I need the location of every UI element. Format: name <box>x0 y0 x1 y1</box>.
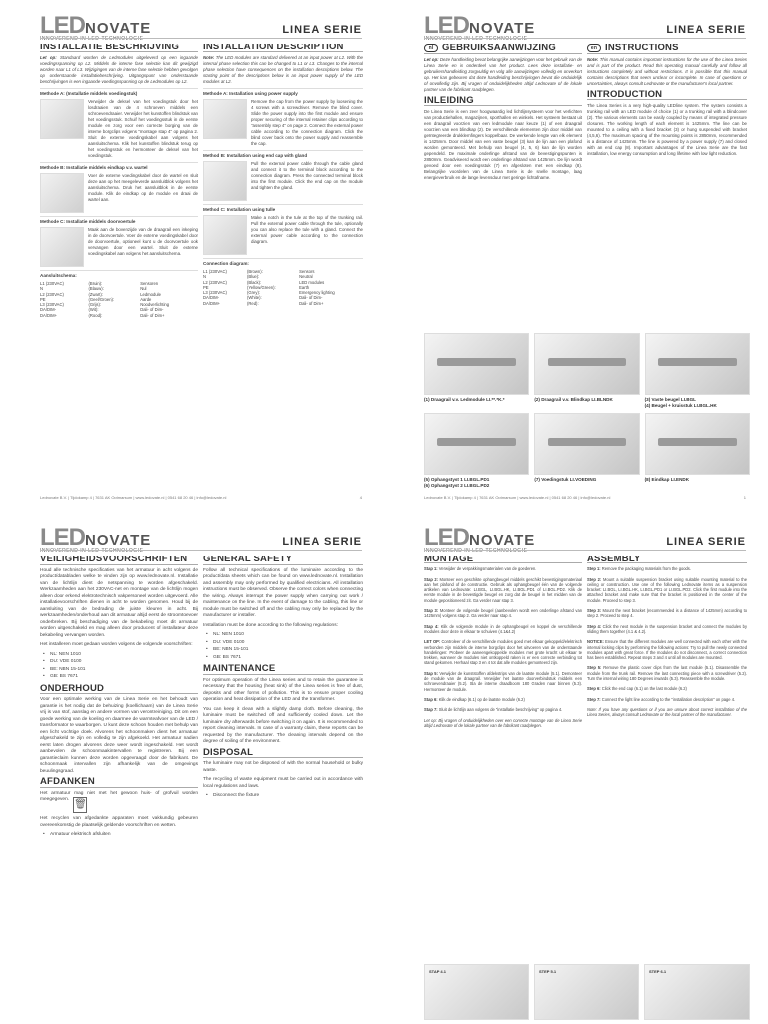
wiring-cell: (Zwart): <box>88 291 103 297</box>
en-method-title: Methode A: Installation using power supply <box>203 88 363 97</box>
en-intro-text: The Linea Series is a very high-quality LEDline system. The system consists a trunking rail with an LED module of choice (1) or a trunking rail with a blindcover (2). The various elements can be easily coupled by means of integrated pressure closures. The working length of each element is 1425mm. The line can be mounted to a ceiling with a fixed bracket (3) or hung suspended with bracket (4,5,6). The maximum spacing of the mounting points is 2850mm, recommended is a distance of 1425mm. The line is powered by a power supply (7) and closed with an end cap (8). Important advantages of the Linea Serie are the fast installation, low energy consumption and long lifetime with low light reduction. <box>587 103 747 156</box>
step-5-1-illustration: STEP 5.1 <box>534 964 639 1020</box>
en-method-text: Remove the cap from the power supply by loosening the 4 screws with a screwdriver. Remove the blind cover. Slide the power supply into the first module and ensure proper securing of the internal retainer clips according to "assembly step 4" on page 2. Connect the external power cable according to the connection diagram. Click the blind cover back onto the power supply and reassemble the cap. <box>251 99 363 146</box>
step-label: Stap 1: <box>424 566 438 572</box>
page-number: 4 <box>359 495 362 500</box>
step-text: Monteer de volgende beugel (aanbevolen wordt een onderlinge afstand van 1425mm) volgens stap 2. Ga verder naar stap 4. <box>424 608 582 619</box>
wiring-cell: (Blue): <box>246 274 260 280</box>
nl-method-text: Voer de externe voedingskabel door de wartel en sluit deze aan op het meegeleverde aansluitblok volgens het aansluitschema. Druk het aansluitblok in de eerste module. Klik de eindkap op de module en draai de wartel aan. <box>88 173 198 202</box>
en-method-image <box>203 215 247 255</box>
series-title: LINEA SERIE <box>282 536 362 548</box>
assembly-step <box>587 608 747 619</box>
series-title: LINEA SERIE <box>666 536 746 548</box>
en-intro-title: INTRODUCTION <box>587 92 747 100</box>
step-label: Stap 6: <box>424 696 438 702</box>
wiring-cell: (Grijs): <box>88 302 102 308</box>
nl-safety-column <box>40 556 198 840</box>
en-maintenance-text: For optimum operation of the Linea series and to retain the guarantee is necessary that the housing (heat sink) of the Linea series is free of dust, deposits and other forms of pollution. This is to ensure proper cooling operation and heat dissipation of the LED and the transformer. <box>203 677 363 702</box>
nl-assembly-title: MONTAGE <box>424 556 582 563</box>
nl-note: Let op: Deze handleiding bevat belangrijke aanwijzingen voor het gebruik van de Linea Serie en is onderdeel van het product. Lees deze installatie- en gebruikershandleiding zorgvuldig en volg alle aanwijzingen volledig en onverkort op. Het kan gebeuren dat deze handleiding beschrijvingen bevat die onduidelijk of onvolledig zijn. Bij vragen of onduidelijkheden altijd Lednovate of de lokale partner van de fabrikant raadplegen. <box>424 57 582 92</box>
wiring-cell: Noodverlichting <box>140 302 170 308</box>
language-badge-nl: nl <box>424 44 438 52</box>
step-label: Stap 7: <box>424 707 438 713</box>
step-text: Connect the light line according to the "installation description" on page 4. <box>601 696 736 702</box>
regulation-item: • NL: NEN 1010 <box>213 632 363 639</box>
step-6-1-illustration: STEP 6.1 <box>644 964 750 1020</box>
wiring-cell: DA/DIM- <box>40 307 57 313</box>
step-4-1-illustration: STAP 4.1 <box>424 964 529 1020</box>
step-label: Step 5: <box>587 665 602 671</box>
en-method-row <box>203 215 363 255</box>
product-photos-row-2 <box>424 413 750 488</box>
brand-logo: LEDNOVATE INNOVEREND IN LED-TECHNOLOGIE <box>40 12 152 42</box>
step-text: Click the next module in the suspension bracket and connect the modules by sliding them together (4.1 & 4.2). <box>587 623 747 634</box>
nl-method-title: Methode B: Installatie middels eindkap v.v. wartel <box>40 162 198 171</box>
en-installation-column <box>203 44 363 306</box>
wiring-cell: (Yellow/Green): <box>246 284 276 290</box>
nl-method-title: Methode C: Installatie middels doorvoertule <box>40 216 198 225</box>
en-method-title: Method C: Installation using tulle <box>203 204 363 213</box>
brand-logo: LEDNOVATE INNOVEREND IN LED-TECHNOLOGIE <box>424 12 536 42</box>
product-caption: (7) Voedingstuk LI.VOEDING <box>534 477 597 482</box>
series-title: LINEA SERIE <box>282 24 362 36</box>
en-note: Note: This manual contains important instructions for the use of the Linea Series and is part of the product. Read this operating manual carefully and follow all instructions completely and without restrictions. It is possible that this manual contains descriptions that seem unclear or incomplete. In case of questions or uncertainties, always consult Lednovate or the manufacturer's local partner. <box>587 57 747 86</box>
en-method-text: Pull the external power cable through the cable gland and connect it to the terminal block according to the connection diagram. Press the connected terminal block into the first module. Click the end cap on the module and tighten the gland. <box>251 161 363 190</box>
en-method-row <box>203 161 363 201</box>
page-footer: Lednovate B.V. | Tijdokamp 4 | 7631 AK Ootmarsum | www.ledovate.nl | 0541 68 20 46 | info@ledovate.nl 4 <box>40 495 362 500</box>
wiring-cell: L3 (230VAC) <box>40 302 64 308</box>
nl-safety-title: VEILIGHEIDSVOORSCHRIFTEN <box>40 556 198 565</box>
en-section-title: en INSTRUCTIONS <box>587 44 747 54</box>
step-label: NOTICE: <box>587 639 604 645</box>
wiring-cell: L2 (230VAC) <box>40 291 64 297</box>
nl-method-image <box>40 227 84 267</box>
assembly-step <box>424 639 582 665</box>
product-image <box>424 333 529 395</box>
wiring-cell: Neutral <box>299 274 313 280</box>
en-disposal-text-2: The recycling of waste equipment must be carried out in accordance with local regulations and laws. <box>203 777 363 789</box>
product-image <box>534 413 639 475</box>
wiring-cell: Emergency lighting <box>299 290 335 296</box>
en-regulations-intro: Installation must be done according to the following regulations: <box>203 622 338 628</box>
manual-page-installation <box>0 0 384 512</box>
en-assembly-column <box>587 556 747 936</box>
wiring-cell: L2 (230VAC) <box>203 279 227 285</box>
step-text: Verwijder de kunststoffen afdekstrips van de laatste module (5.1). Demonteer de module van de draagrail. Verwijder het laatste doorverbindstuk middels een schroevendraaier (5.2). Sla de interne draadboom 180 Graden naar binnen (5.3). Hermonteer de module. <box>424 670 582 692</box>
manual-page-assembly <box>384 512 768 1024</box>
wiring-cell: DA/DIM+ <box>203 300 221 306</box>
nl-method-row <box>40 99 198 159</box>
page-number: 1 <box>743 495 746 500</box>
wiring-cell: (Rood): <box>88 312 103 318</box>
product-caption: (3) Vaste beugel LI.BGL (4) Beugel + kruisstuk LI.BGL.HK <box>644 397 717 408</box>
nl-assembly-column <box>424 556 582 936</box>
wiring-cell: Dali- of Dim+ <box>140 312 165 318</box>
nl-safety-text: Houd alle technische specificaties van het armatuur in acht volgens de product/databladen welke te vinden zijn op www.lednovate.nl. Installatie van de lichtlijn dient de netspanning te worden afgeschakeld. Werkzaamheden aan het 230VAC-net en montage van de lichtlijn mogen alleen door erkend elektrotechnisch vakpersoneel worden uitgevoerd. Alle installatievoorschriften dienen in acht te worden genomen. Houd bij de aansluiting van de bedrading de juiste kleuren in acht. Bij werkzaamheden/onderhoud aan dit armatuur altijd eerst de stroomtoevoer onderbreken. Bij beschadiging van de bekabeling moet dit armatuur worden uitgeschakeld en mag alleen door producent of installateur deze bekabeling vervangen worden. <box>40 567 198 638</box>
regulation-item: • DU: VDE 0100 <box>213 640 363 647</box>
en-method-row <box>203 99 363 147</box>
nl-method-image <box>40 173 84 213</box>
nl-method-image <box>40 99 84 139</box>
regulation-item: • GB: BS 7671 <box>50 674 198 681</box>
assembly-step <box>424 707 582 712</box>
en-intro: Note: The LED modules are standard delivered at an input power at L2. With the internal phase selection this can be changed to L1 or L3. Changes to the internal phase selection have consequences on the installation descriptions below. The starting point of the descriptions below is an input power supply of the LED modules at L2. <box>203 55 363 84</box>
en-safety-title: GENERAL SAFETY <box>203 556 363 565</box>
assembly-step <box>424 577 582 603</box>
wiring-cell: L1 (230VAC) <box>203 269 227 274</box>
en-assembly-title: ASSEMBLY <box>587 556 747 563</box>
product-photo <box>534 333 639 408</box>
wiring-cell: (Grey): <box>246 290 260 296</box>
regulation-item: • BE: NBN 15-101 <box>50 667 198 674</box>
wiring-cell: (Brown): <box>246 269 263 274</box>
step-label: Stap 3: <box>424 608 439 614</box>
nl-intro: Let op: Standaard worden de Ledmodules uitgeleverd op een ingaande voedingsspanning op L2. Middels de interne fase selectie kan dit gewijzigd worden naar L1 of L3. Wijzigingen van de interne fase selectie hebben gevolgen op onderstaande installatiebeschrijving. Uitgangspunt van onderstaande beschrijvingen is een ingaande voedingsspanning op de Ledmodules op L2. <box>40 55 198 84</box>
manual-page-safety <box>0 512 384 1024</box>
nl-regulations-intro: Het installeren moet gedaan worden volgens de volgende voorschriften: <box>40 642 193 647</box>
wiring-cell: (Geel/Groen): <box>88 296 115 302</box>
wiring-cell: Sensoren <box>140 281 159 286</box>
en-safety-text: Follow all technical specifications of the luminaire according to the product/data sheets which can be found on www.lednovate.nl. Installation and assembly may only performed by qualified electricians. All installation instructions must be observed. Observe the correct colors when connecting the wiring. Always interrupt the power supply when carrying out work / maintenance on the line. In the event of damage to the cabling, this line or module must be switched off and the cabling may only be replaced by the manufacturer or installer. <box>203 567 363 618</box>
nl-disposal-text: Het armatuur mag niet met het gewoon huis- of grofvuil worden meegegeven. 🗑 <box>40 791 198 814</box>
waste-bin-icon: 🗑 <box>73 797 87 813</box>
nl-disposal-text-2: Het recyclen van afgedankte apparaten moet vakkundig gebeuren overeenkomstig de plaatselijk geldende voorschriften en wetten. <box>40 816 198 828</box>
step-text: Klik de eindkap (6.1) op de laatste module (6.2) <box>438 696 525 702</box>
nl-regulations-list <box>40 652 198 681</box>
wiring-cell: LED modules <box>299 279 325 285</box>
language-badge-en: en <box>587 44 601 52</box>
en-method-text: Make a notch in the tule at the top of the trunking rail. Pull the external power cable through the tule, optionally you can also replace the tule with a gland. Connect the external power cable according to the connection diagram. <box>251 215 363 244</box>
step-label: Stap 2: <box>424 576 438 582</box>
product-image <box>645 413 750 475</box>
en-regulations-list <box>203 632 363 661</box>
step-text: Click the end cap (6.1) on the last module (6.2) <box>601 686 687 692</box>
wiring-cell: PE <box>40 296 46 302</box>
nl-method-text: Verwijder de deksel van het voedingstuk door het losdraaien van de 4 schroeven middels een schroevendraaier. Verwijder het kunstoffen blindstuk van het voedingsstuk. Schuif het voedingsstuk in de eerste module en zorg voor een correcte borging van de interne borgclips volgens "montage stap 4" op pagina 2. Sluit de externe voedingskabel aan volgens het aansluitschema. Klik het kunstoffen blindstuk terug op het voedingsstuk en hermonteer de deksel van het voedingstuk. <box>88 99 198 158</box>
en-disposal-text: The luminaire may not be disposed of with the normal household or bulky waste. <box>203 761 363 773</box>
nl-installation-column <box>40 44 198 318</box>
series-title: LINEA SERIE <box>666 24 746 36</box>
product-photos-row-1 <box>424 333 750 408</box>
product-photo <box>645 413 750 488</box>
product-photo <box>424 333 529 408</box>
step-text: Remove the plastic cover clips from the last module (5.1). Disassemble the module from the trunk rail. Remove the last connecting piece with a screwdriver (5.2). Turn the internal wiring 180 Degrees inwards (5.3). Reassemble the module. <box>587 665 747 682</box>
nl-method-row <box>40 227 198 267</box>
assembly-step <box>587 686 747 691</box>
assembly-step <box>587 697 747 702</box>
nl-disposal-item: • Armatuur elektrisch afsluiten <box>50 832 198 839</box>
step-text: Controleer of de verschillende modules goed met elkaar gekoppeld/elektrisch verbonden zijn middels de interne borgclips door het uitvoeren van de onderstaande handelingen: Probeer de aaneengekoppelde modules met grote kracht uit elkaar te trekken, wanneer de modules niet ontkoppeld raken is er een correcte verbinding tot stand gekomen. Herhaal stap 3 en 4 tot dat alle modules gemonteerd zijn. <box>424 639 582 666</box>
step-text: Klik de volgende module in de ophangbeugel en koppel de verschillende modules door deze in elkaar te schuiven (4.1&4.2) <box>424 623 582 634</box>
wiring-cell: (Bruin): <box>88 281 103 286</box>
wiring-cell: (Blauw): <box>88 286 104 292</box>
wiring-cell: L1 (230VAC) <box>40 281 64 286</box>
en-assembly-note: Note: If you have any questions or if you are unsure about correct installation of the Linea Series, always consult Lednovate or the local partner of the manufacturer. <box>587 706 747 718</box>
en-maintenance-title: MAINTENANCE <box>203 666 363 675</box>
wiring-cell: L3 (230VAC) <box>203 290 227 296</box>
regulation-item: • BE: NBN 15-101 <box>213 647 363 654</box>
assembly-step <box>424 566 582 571</box>
nl-wiring-title: Aansluitschema: <box>40 270 198 279</box>
regulation-item: • GB: BS 7671 <box>213 655 363 662</box>
wiring-cell: N <box>203 274 207 280</box>
en-wiring-table <box>203 269 363 306</box>
wiring-cell: Dali- of Dim- <box>299 295 323 301</box>
nl-disposal-title: AFDANKEN <box>40 779 198 788</box>
assembly-step <box>587 566 747 571</box>
en-method-image <box>203 99 247 139</box>
step-label: Step 6: <box>587 686 601 692</box>
en-method-title: Method B: Installation using end cap with gland <box>203 150 363 159</box>
product-caption: (8) Eindkap LI.ENDK <box>644 477 690 482</box>
product-image <box>645 333 750 395</box>
assembly-step <box>587 639 747 660</box>
en-disposal-title: DISPOSAL <box>203 750 363 759</box>
wiring-cell: Dali- of Dim- <box>140 307 164 313</box>
wiring-cell: DA/DIM+ <box>40 312 58 318</box>
step-label: Stap 5: <box>424 670 438 676</box>
assembly-step <box>587 624 747 635</box>
nl-section-title: nl GEBRUIKSAANWIJZING <box>424 44 582 54</box>
step-text: Verwijder de verpakkingsmaterialen van de goederen. <box>438 566 537 572</box>
wiring-cell: DA/DIM- <box>203 295 220 301</box>
brand-logo: LEDNOVATE INNOVEREND IN LED-TECHNOLOGIE <box>424 524 536 554</box>
en-section-title: INSTALLATION DESCRIPTION <box>203 44 363 52</box>
en-disposal-item: • Disconnect the fixture <box>213 793 363 800</box>
nl-maintenance-title: ONDERHOUD <box>40 686 198 695</box>
product-image <box>424 413 529 475</box>
nl-intro-text: De Linea Serie is een zeer hoogwaardig led lichtlijnsysteem voor het verlichten van productiehallen, magazijnen, sporthallen en winkels. Het systeem bestaat uit een draagrail voorzien van een ledmodule naar keuze (1) of een draagrail voorzien van een blindkap (2). De verschillende elementen zijn door middel van geïntegreerde drukklemfingers koppelbaar. De werkende lengte van elk element is 1425mm. Door middel van een vaste beugel (3) kan de lijn aan een plafond worden gemonteerd. Met behulp van beugel (4, 5, 6) kan de lijn worden gependeld. De maximale onderlinge afstand van de bevestigingspunten is 2850mm. Geadviseerd wordt een onderlinge afstand van 1425mm. De lijn wordt gevoed door een voedingsstuk (7) en afgesloten met een eindkap (8). Belangrijke voordelen van de Linea Serie is de snelle montage, laag energieverbruik en de lange levensduur met geringe lichtafname. <box>424 109 582 180</box>
step-text: Mount a suitable suspension bracket using suitable mounting material to the ceiling or construction. Use one of the following Lednovate items as a suspension bracket: LI.BGL, LI.BGL.HK, LI.BGL.PD1 or LI.BGL.PD2. Click the first module into the attached bracket and make sure that the bracket is positioned in the center of the module. Proceed to step 3. <box>587 576 747 603</box>
nl-maintenance-text: Voor een optimale werking van de Linea Serie en het behoudt van garantie is het nodig dat de behuizing (koellichaam) van de Linea Serie vrij is van stof, aanslag en andere vormen van verontreiniging. Dit om een goede werking van de koeling en daarmee de warmteafvoer van de LED / transformator te waarborgen. U kunt deze schoon houden met behulp van een licht vochtige doek. Alvorens het schoonmaken dient het armatuur afgeschakeld te zijn en volledig te zijn afgekoeld. Het armatuur nadien eerst laten drogen alvorens deze weer wordt ingeschakeld. Het wordt aanbevolen de schoonmaakintervallen te registreren. Bij een garantieclaim kunnen deze worden opgevraagd door de fabrikant. De schoonmaak intervallen zijn afhankelijk van de omgevings beuulingsgraad. <box>40 697 198 774</box>
step-text: Ensure that the different modules are well connected with each other with the internal locking clips by performing the following actions: Try to pull the newly connected modules apart with great force. If the modules do not disconnect, a correct connection has been established. Repeat steps 3 and 4 until all modules are mounted. <box>587 639 747 661</box>
step-label: Step 3: <box>587 608 602 614</box>
nl-instructions-column <box>424 44 582 184</box>
nl-method-text: Maak aan de bovenzijde van de draagrail een inkeping in de doorvoertule. Voer de externe voedingskabel door de doorvoertule, optioneel kunt u de doorvoertule ook vervangen door een wartel. Sluit de externe voedingskabel aan volgens het aansluitschema. <box>88 227 198 256</box>
regulation-item: • DU: VDE 0100 <box>50 659 198 666</box>
wiring-cell: Aarde <box>140 296 152 302</box>
en-maintenance-text-2: You can keep it clean with a slightly damp cloth. Before cleaning, the luminaire must be switched off and sufficiently cooled down. Let the luminaire dry afterwards before switching it on again. It is recommended to report cleaning intervals. In case of a warranty claim, these reports can be requested by the manufacturer. The cleaning intervals depend on the degree of soiling of the environment. <box>203 706 363 744</box>
brand-logo: LEDNOVATE INNOVEREND IN LED-TECHNOLOGIE <box>40 524 152 554</box>
step-label: Step 4: <box>587 623 602 629</box>
wiring-cell: PE <box>203 284 209 290</box>
wiring-cell: (Red): <box>246 300 259 306</box>
wiring-cell: Ledmodule <box>140 291 161 297</box>
nl-method-title: Methode A: (Installatie middels voedingstuk) <box>40 88 198 97</box>
product-photo <box>534 413 639 488</box>
assembly-step <box>424 624 582 635</box>
step-text: Remove the packaging materials from the goods. <box>601 566 691 572</box>
en-method-image <box>203 161 247 201</box>
wiring-cell: (White): <box>246 295 262 301</box>
wiring-cell: (Black): <box>246 279 262 285</box>
page-footer: Lednovate B.V. | Tijdokamp 4 | 7631 AK Ootmarsum | www.ledovate.nl | 0541 68 20 46 | info@ledovate.nl 1 <box>424 495 746 500</box>
assembly-step <box>424 697 582 702</box>
en-wiring-title: Connection diagram: <box>203 258 363 267</box>
en-safety-column <box>203 556 363 801</box>
assembly-step <box>424 671 582 692</box>
product-caption: (5) Ophangstyst 1 LI.BGL.PD1 (6) Ophangstyst 2 LI.BGL.PD2 <box>424 477 490 488</box>
assembly-step <box>587 577 747 603</box>
regulation-item: • NL: NEN 1010 <box>50 652 198 659</box>
product-photo <box>645 333 750 408</box>
wiring-row <box>40 313 198 318</box>
wiring-cell: N <box>40 286 44 292</box>
wiring-cell: (Wit): <box>88 307 99 313</box>
product-photo <box>424 413 529 488</box>
wiring-cell: Earth <box>299 284 310 290</box>
step-text: Sluit de lichtlijn aan volgens de "installatie beschrijving" op pagina 4. <box>438 707 563 713</box>
assembly-step <box>424 608 582 619</box>
step-text: Monteer een geschikte ophangbeugel middels geschikt bevestigingsmateriaal aan het plafond of de constructie. Gebruik als ophangbeugel één van de volgende artikelen van Lednovate: LI.BGL, LI.BGL.HK, LI.BGL.PD1 of LI.BGL.PD2. Klik de eerste module in de bevestigde beugel en zorg dat de beugel in het midden van de module gepositioneerd zit. Ga verder naar stap 3. <box>424 576 582 603</box>
nl-section-title: INSTALLATIE BESCHRIJVING <box>40 44 198 52</box>
manual-page-intro <box>384 0 768 512</box>
en-instructions-column <box>587 44 747 160</box>
nl-method-row <box>40 173 198 213</box>
nl-wiring-table <box>40 281 198 318</box>
wiring-cell: Dali- of Dim+ <box>299 300 324 306</box>
step-label: LET OP: <box>424 639 441 645</box>
assembly-step <box>587 665 747 681</box>
step-label: Step 2: <box>587 576 602 582</box>
wiring-cell: Nul <box>140 286 147 292</box>
product-caption: (1) Draagrail v.v. Ledmodule LI.**.*K.* <box>424 397 505 402</box>
wiring-cell: Sensors <box>299 269 315 274</box>
product-image <box>534 333 639 395</box>
product-caption: (2) Draagrail v.v. Blindkap LI.BLNDK <box>534 397 613 402</box>
step-label: Stap 4: <box>424 623 439 629</box>
nl-assembly-note: Let op: Bij vragen of onduidelijkheden over een correcte montage van de Linea Serie altijd Lednovate of de lokale partner van de fabrikant raadplegen. <box>424 717 582 728</box>
step-label: Step 1: <box>587 566 601 572</box>
nl-intro-title: INLEIDING <box>424 98 582 106</box>
wiring-row <box>203 301 363 306</box>
step-text: Mount the next bracket (recommended is a distance of 1425mm) according to step 2. Proceed to step 4. <box>587 608 747 619</box>
step-label: Step 7: <box>587 696 601 702</box>
